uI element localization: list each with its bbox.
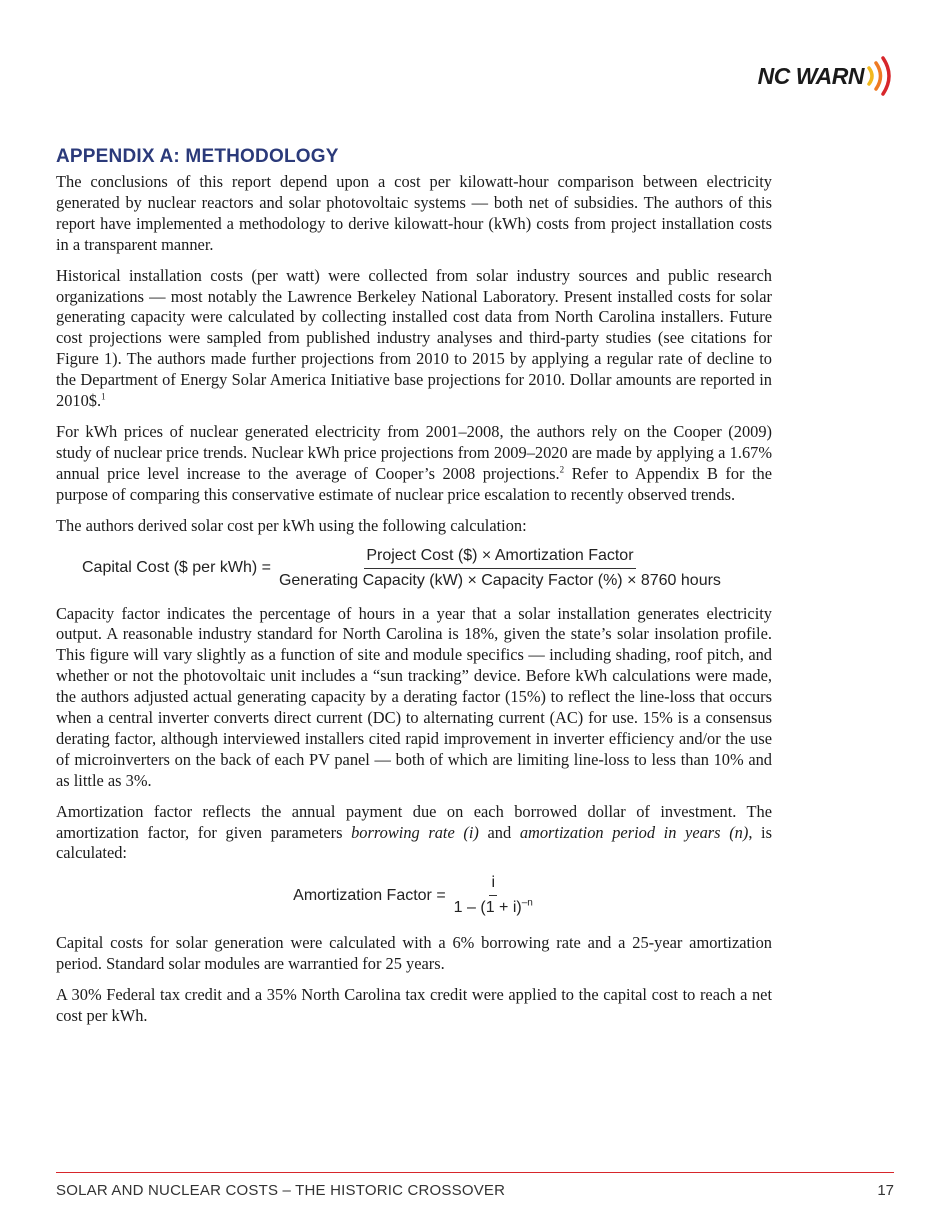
paragraph-text: and [478,822,520,842]
signal-arcs-icon [866,56,894,96]
logo-text: NC WARN [757,62,864,89]
paragraph-calculation-intro: The authors derived solar cost per kWh using the following calculation: [56,515,527,535]
paragraph-text: Amortization factor reflects the annual payment due on each borrowed dollar of investment. The amortization factor, for given parameters [56,801,772,842]
paragraph-tax-credits: A 30% Federal tax credit and a 35% North Carolina tax credit were applied to the capital cost to reach a net cost per kWh. [56,985,772,1026]
paragraph-installation-costs [56,266,772,412]
paragraph-text: , is calculated: [56,822,772,863]
paragraph-nuclear-prices [56,422,772,506]
emphasis-borrowing-rate: borrowing rate (i) [351,822,479,842]
nc-warn-logo [758,56,894,96]
page-number: 17 [877,1182,894,1199]
paragraph-amortization [56,802,772,865]
footer-title: SOLAR AND NUCLEAR COSTS – THE HISTORIC CROSSOVER [56,1182,506,1199]
formula-fraction [452,874,535,917]
formula-lhs: Capital Cost ($ per kWh) = [82,559,271,576]
paragraph-text: For kWh prices of nuclear generated electricity from 2001–2008, the authors rely on the Cooper (2009) study of nuclear price trends. Nuclear kWh price projections from 2009–2020 are made by applying a 1.67% annual price level increase to the average of Cooper’s 2008 projections. [56,421,772,483]
formula-denominator: Generating Capacity (kW) × Capacity Factor (%) × 8760 hours [278,571,721,589]
page-content [56,146,772,1037]
paragraph-capacity-factor: Capacity factor indicates the percentage of hours in a year that a solar installation generates electricity output. A reasonable industry standard for North Carolina is 18%, given the state’s solar insolation profile. This figure will vary slightly as a function of site and module specifics — including shading, roof pitch, and whether or not the photovoltaic unit includes a “sun tracking” device. Before kWh calculations were made, the authors adjusted actual generating capacity by a derating factor (15%) to reflect the line-loss that occurs when a central inverter converts direct current (DC) to alternating current (AC) for use. 15% is a consensus derating factor, although interviewed installers cited rapid improvement in inverter efficiency and/or the use of microinverters on the back of each PV panel — both of which are limiting line-loss to less than 10% and as little as 3%. [56,603,772,790]
formula-numerator: i [489,874,497,896]
formula-exponent: –n [521,898,533,910]
emphasis-amortization-period: amortization period in years (n) [519,822,749,842]
paragraph-text: Historical installation costs (per watt) were collected from solar industry sources and public research organizations — most notably the Lawrence Berkeley National Laboratory. Present installed costs for solar generating capacity were calculated by collecting installed cost data from North Carolina installers. Future cost projections were sampled from published industry analyses and third-party studies (see citations for Figure 1). The authors made further projections from 2010 to 2015 by applying a regular rate of decline to the Department of Energy Solar America Initiative base projections for 2010. Dollar amounts are reported in 2010$. [56,265,772,411]
footnote-marker: 2 [559,464,565,475]
denominator-base: 1 – (1 + i) [453,899,522,917]
paragraph-text: Refer to Appendix B for the purpose of comparing this conservative estimate of nuclear price escalation to recently observed trends. [56,463,773,504]
formula-lhs: Amortization Factor = [293,886,446,904]
footnote-marker: 1 [101,391,106,402]
formula-denominator [452,896,535,917]
formula-numerator: Project Cost ($) × Amortization Factor [364,547,635,569]
paragraph-capital-costs: Capital costs for solar generation were calculated with a 6% borrowing rate and a 25-year amortization period. Standard solar modules are warrantied for 25 years. [56,933,772,974]
amortization-formula [56,874,772,917]
formula-fraction [277,547,723,590]
paragraph-intro: The conclusions of this report depend upon a cost per kilowatt-hour comparison between electricity generated by nuclear reactors and solar photovoltaic systems — both net of subsidies. The authors of this report have implemented a methodology to derive kilowatt-hour (kWh) costs from project installation costs in a transparent manner. [56,172,772,254]
capital-cost-formula [82,547,772,590]
footer-rule [56,1172,894,1173]
page-title: APPENDIX A: METHODOLOGY [56,146,339,167]
